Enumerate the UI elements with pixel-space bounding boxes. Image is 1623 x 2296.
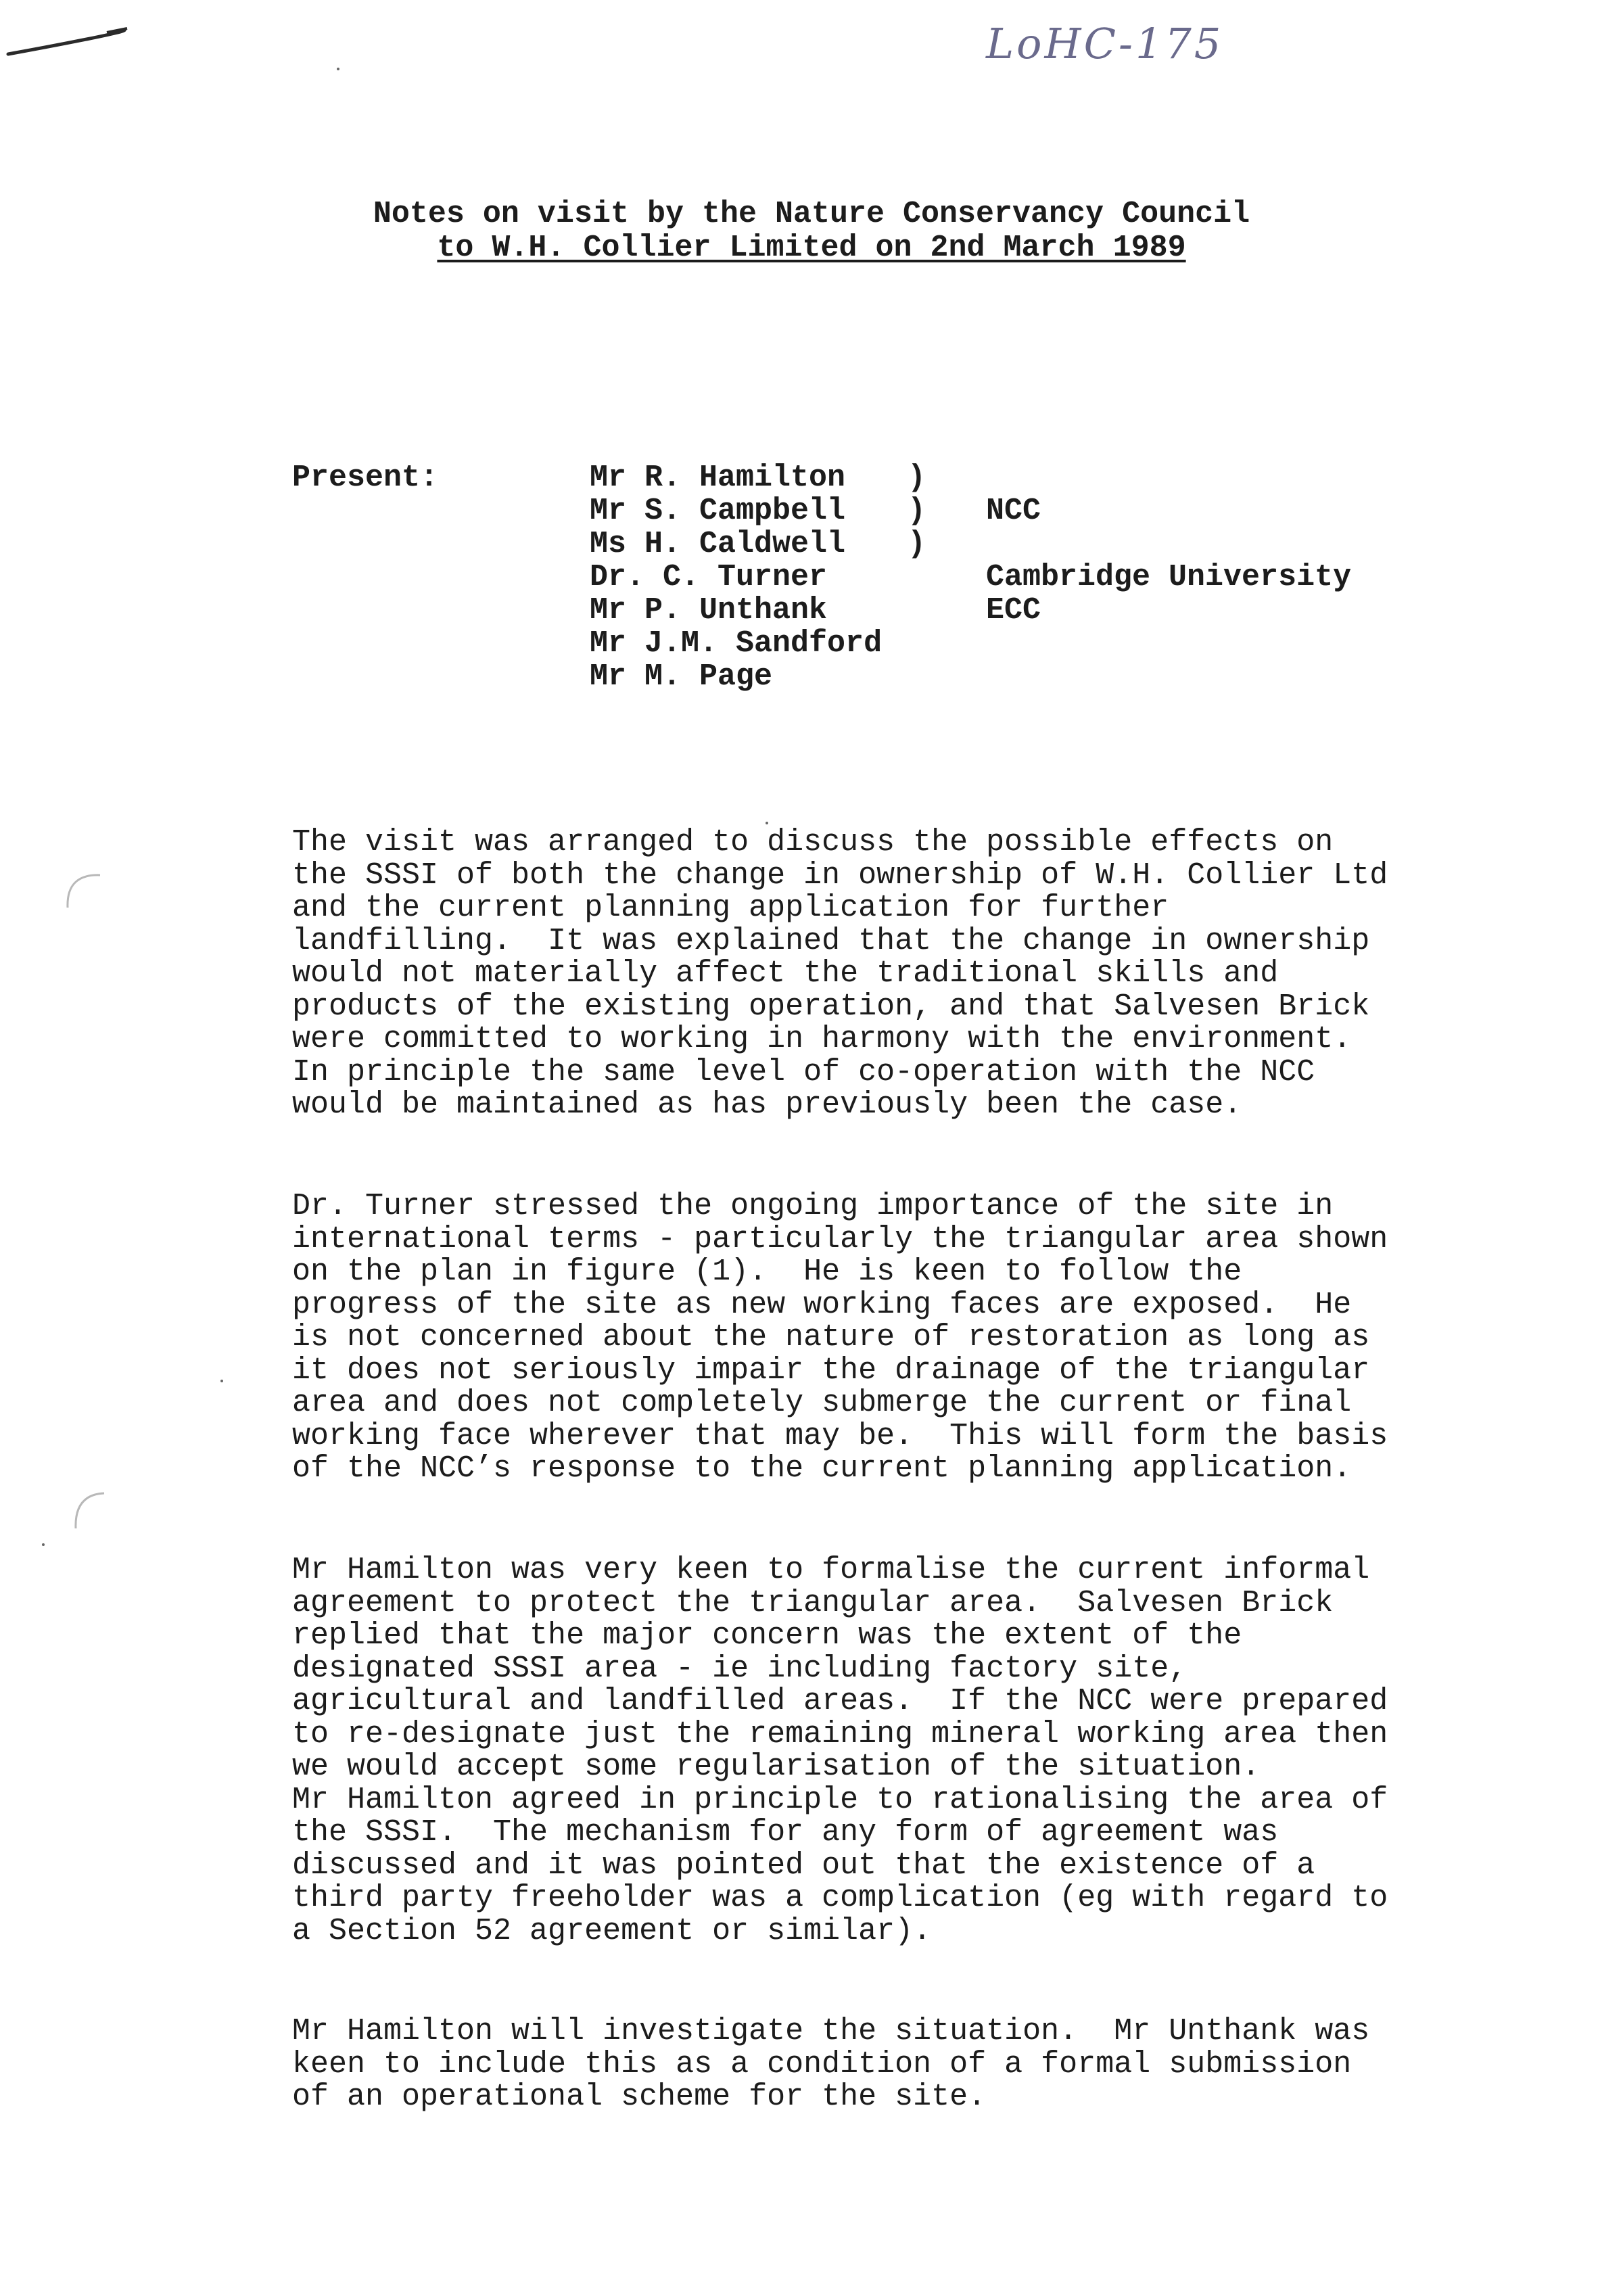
attendee-unthank: Mr P. Unthank <box>590 593 828 628</box>
present-label: Present: <box>292 461 439 495</box>
punch-hole-shadow-upper <box>53 867 107 914</box>
text-line: the SSSI of both the change in ownership of W.H. Collier Ltd <box>292 858 1388 893</box>
speck <box>220 1380 223 1382</box>
text-line: Dr. Turner stressed the ongoing importance of the site in <box>292 1189 1334 1223</box>
text-line: progress of the site as new working faces are exposed. He <box>292 1287 1352 1322</box>
text-line: and the current planning application for further <box>292 891 1169 925</box>
attendee-campbell: Mr S. Campbell <box>590 494 846 528</box>
text-line: Mr Hamilton was very keen to formalise the current informal <box>292 1553 1370 1587</box>
text-line: landfilling. It was explained that the change in ownership <box>292 923 1370 958</box>
text-line: were committed to working in harmony with the environment. <box>292 1022 1352 1056</box>
group-bracket: ) <box>908 494 926 528</box>
text-line: agreement to protect the triangular area. Salvesen Brick <box>292 1585 1334 1620</box>
attendee-turner: Dr. C. Turner <box>590 560 828 594</box>
text-line: keen to include this as a condition of a formal submission <box>292 2046 1352 2082</box>
text-line: of an operational scheme for the site. <box>292 2080 987 2114</box>
text-line: would not materially affect the traditional skills and <box>292 956 1279 991</box>
text-line: would be maintained as has previously been the case. <box>292 1087 1242 1122</box>
attendee-caldwell: Ms H. Caldwell <box>590 527 846 561</box>
punch-hole-shadow-lower <box>62 1488 116 1535</box>
text-line: third party freeholder was a complication (eg with regard to <box>292 1881 1388 1915</box>
text-line: designated SSSI area - ie including factory site, <box>292 1651 1187 1686</box>
document-title <box>291 197 1332 265</box>
pen-stroke-mark <box>5 14 134 68</box>
speck <box>337 68 339 70</box>
paragraph-turner-importance <box>292 1190 1482 1486</box>
text-line: working face wherever that may be. This will form the basis <box>292 1418 1388 1453</box>
organisation-ecc: ECC <box>986 593 1041 628</box>
text-line: on the plan in figure (1). He is keen to follow the <box>292 1255 1242 1289</box>
paragraph-hamilton-agreement <box>292 1554 1482 1948</box>
speck <box>766 822 768 824</box>
title-line-1: Notes on visit by the Nature Conservancy Council <box>373 197 1250 231</box>
text-line: area and does not completely submerge the current or final <box>292 1386 1352 1420</box>
organisation-cambridge: Cambridge University <box>986 560 1352 594</box>
text-line: it does not seriously impair the drainage of the triangular <box>292 1353 1370 1388</box>
handwritten-reference: LoHC-175 <box>986 19 1224 68</box>
speck <box>42 1543 45 1546</box>
text-line: we would accept some regularisation of the situation. <box>292 1750 1261 1784</box>
text-line: Mr Hamilton will investigate the situation. Mr Unthank was <box>292 2014 1370 2048</box>
attendee-page: Mr M. Page <box>590 659 773 694</box>
organisation-ncc: NCC <box>986 494 1041 528</box>
paragraph-visit-purpose <box>292 826 1482 1122</box>
title-line-2: to W.H. Collier Limited on 2nd March 1989 <box>437 231 1186 265</box>
group-bracket: ) <box>908 461 926 495</box>
text-line: a Section 52 agreement or similar). <box>292 1913 932 1948</box>
text-line: replied that the major concern was the extent of the <box>292 1618 1242 1653</box>
text-line: of the NCC’s response to the current planning application. <box>292 1451 1352 1486</box>
paragraph-next-steps <box>292 2015 1482 2114</box>
text-line: products of the existing operation, and that Salvesen Brick <box>292 989 1370 1024</box>
text-line: is not concerned about the nature of restoration as long as <box>292 1320 1370 1355</box>
text-line: discussed and it was pointed out that the existence of a <box>292 1848 1315 1883</box>
attendee-hamilton: Mr R. Hamilton <box>590 461 846 495</box>
text-line: The visit was arranged to discuss the possible effects on <box>292 825 1334 860</box>
text-line: In principle the same level of co-operation with the NCC <box>292 1054 1315 1090</box>
text-line: Mr Hamilton agreed in principle to rationalising the area of <box>292 1782 1388 1817</box>
text-line: agricultural and landfilled areas. If the NCC were prepared <box>292 1684 1388 1718</box>
text-line: international terms - particularly the triangular area shown <box>292 1221 1388 1257</box>
attendee-sandford: Mr J.M. Sandford <box>590 626 883 661</box>
text-line: to re-designate just the remaining mineral working area then <box>292 1716 1388 1752</box>
text-line: the SSSI. The mechanism for any form of agreement was <box>292 1815 1279 1850</box>
group-bracket: ) <box>908 527 926 561</box>
